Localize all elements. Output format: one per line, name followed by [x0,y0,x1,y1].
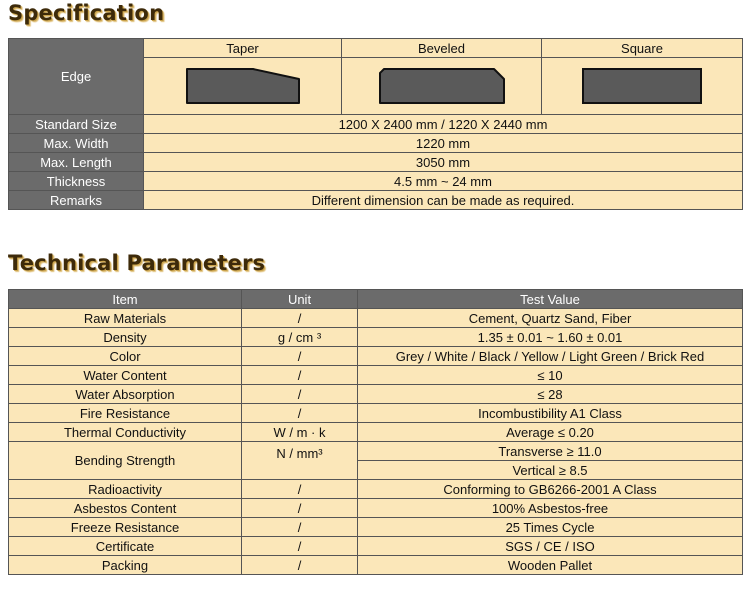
taper-edge-icon [183,65,303,107]
item-cell: Density [9,328,242,347]
spec-row-value: 1220 mm [144,134,743,153]
unit-cell: / [242,556,358,575]
spec-row-value: Different dimension can be made as required. [144,191,743,210]
unit-cell: / [242,347,358,366]
edge-name-beveled: Beveled [342,39,542,58]
value-cell: ≤ 10 [358,366,743,385]
edge-label: Edge [9,39,144,115]
spec-row-label: Max. Width [9,134,144,153]
table-row [9,423,743,442]
item-cell: Certificate [9,537,242,556]
value-cell: Transverse ≥ 11.0 [358,442,743,461]
spec-row [9,172,743,191]
square-edge-icon [580,65,704,107]
spec-row [9,191,743,210]
specification-table [8,38,743,210]
header-test-value: Test Value [358,290,743,309]
item-cell: Color [9,347,242,366]
unit-cell: / [242,537,358,556]
value-cell: 25 Times Cycle [358,518,743,537]
value-cell: SGS / CE / ISO [358,537,743,556]
unit-cell: g / cm ³ [242,328,358,347]
spec-row-value: 3050 mm [144,153,743,172]
value-cell: Average ≤ 0.20 [358,423,743,442]
spec-row-label: Max. Length [9,153,144,172]
unit-cell: / [242,499,358,518]
spec-row-label: Remarks [9,191,144,210]
table-row [9,309,743,328]
unit-cell: / [242,309,358,328]
specification-title: Specification [8,1,165,25]
technical-parameters-table [8,289,743,575]
item-cell: Freeze Resistance [9,518,242,537]
edge-name-square: Square [542,39,743,58]
item-cell: Bending Strength [9,442,242,480]
item-cell: Fire Resistance [9,404,242,423]
item-cell: Thermal Conductivity [9,423,242,442]
table-row [9,499,743,518]
edge-header-row [9,39,743,58]
value-cell: Grey / White / Black / Yellow / Light Green / Brick Red [358,347,743,366]
spec-row-label: Thickness [9,172,144,191]
value-cell: Cement, Quartz Sand, Fiber [358,309,743,328]
table-row [9,347,743,366]
header-unit: Unit [242,290,358,309]
value-cell: ≤ 28 [358,385,743,404]
table-row [9,385,743,404]
table-row [9,442,743,461]
unit-cell: / [242,404,358,423]
item-cell: Raw Materials [9,309,242,328]
value-cell: 100% Asbestos-free [358,499,743,518]
item-cell: Water Absorption [9,385,242,404]
unit-cell: / [242,480,358,499]
spec-row [9,115,743,134]
unit-cell: / [242,366,358,385]
value-cell: Conforming to GB6266-2001 A Class [358,480,743,499]
item-cell: Radioactivity [9,480,242,499]
table-row [9,328,743,347]
table-row [9,537,743,556]
unit-cell: W / m · k [242,423,358,442]
value-cell: 1.35 ± 0.01 ~ 1.60 ± 0.01 [358,328,743,347]
edge-name-taper: Taper [144,39,342,58]
table-row [9,366,743,385]
unit-cell: N / mm³ [242,442,358,480]
unit-cell: / [242,518,358,537]
value-cell: Wooden Pallet [358,556,743,575]
spec-row [9,153,743,172]
spec-row-value: 4.5 mm ~ 24 mm [144,172,743,191]
spec-row-value: 1200 X 2400 mm / 1220 X 2440 mm [144,115,743,134]
spec-row-label: Standard Size [9,115,144,134]
technical-parameters-title: Technical Parameters [8,251,266,275]
table-row [9,556,743,575]
table-row [9,404,743,423]
table-row [9,518,743,537]
header-item: Item [9,290,242,309]
value-cell: Vertical ≥ 8.5 [358,461,743,480]
value-cell: Incombustibility A1 Class [358,404,743,423]
tech-header-row [9,290,743,309]
beveled-edge-icon [376,65,508,107]
table-row [9,480,743,499]
item-cell: Packing [9,556,242,575]
item-cell: Water Content [9,366,242,385]
unit-cell: / [242,385,358,404]
item-cell: Asbestos Content [9,499,242,518]
spec-row [9,134,743,153]
